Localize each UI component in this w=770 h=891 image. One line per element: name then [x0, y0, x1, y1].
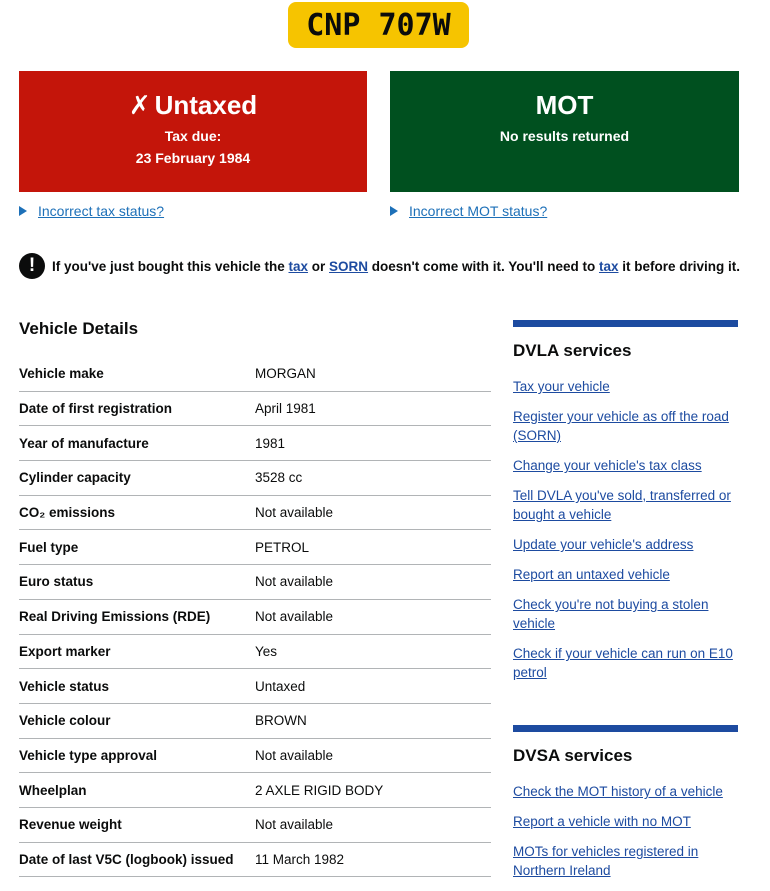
incorrect-tax-status-link[interactable]: Incorrect tax status?: [38, 203, 165, 219]
row-key: Fuel type: [19, 539, 79, 555]
tax-status-title: [19, 90, 367, 120]
warning-text-part: or: [308, 258, 330, 274]
table-row: [19, 461, 491, 496]
dvla-services-links: [513, 377, 738, 682]
cross-icon: ✗: [128, 90, 151, 120]
row-key: Real Driving Emissions (RDE): [19, 609, 211, 625]
dvsa-services-panel: [513, 725, 738, 891]
table-row: [19, 704, 491, 739]
row-value: Not available: [255, 609, 334, 625]
mot-status-title: MOT: [535, 90, 594, 120]
table-row: [19, 565, 491, 600]
exclamation-icon: !: [19, 253, 45, 279]
dvla-service-link[interactable]: Report an untaxed vehicle: [513, 567, 670, 582]
dvla-service-link[interactable]: Tell DVLA you've sold, transferred or bought a vehicle: [513, 488, 731, 522]
row-value: 3528 cc: [255, 470, 303, 486]
row-value: Untaxed: [255, 678, 306, 694]
row-value: Yes: [255, 643, 278, 659]
row-key: Vehicle colour: [19, 713, 111, 729]
vehicle-details-table: [19, 357, 491, 877]
row-key: Date of last V5C (logbook) issued: [19, 851, 234, 867]
row-value: Not available: [255, 505, 334, 521]
tax-due-label: Tax due:: [164, 128, 222, 144]
dvla-service-link[interactable]: Check you're not buying a stolen vehicle: [513, 597, 709, 631]
row-key: CO₂ emissions: [19, 505, 116, 521]
incorrect-mot-status-toggle[interactable]: [390, 203, 547, 219]
row-value: 11 March 1982: [255, 851, 345, 867]
table-row: [19, 357, 491, 392]
row-key: Revenue weight: [19, 817, 122, 833]
triangle-right-icon: [390, 206, 398, 216]
warning-text: [52, 259, 740, 274]
dvla-service-link[interactable]: Update your vehicle's address: [513, 537, 694, 552]
row-value: 2 AXLE RIGID BODY: [255, 782, 384, 798]
table-row: [19, 392, 491, 427]
row-key: Cylinder capacity: [19, 470, 131, 486]
number-plate: CNP 707W: [288, 2, 469, 48]
warning-text-part: doesn't come with it. You'll need to: [368, 258, 599, 274]
dvsa-services-heading: DVSA services: [513, 746, 633, 765]
tax-status-panel: [19, 71, 367, 192]
table-row: [19, 530, 491, 565]
dvsa-service-link[interactable]: Check the MOT history of a vehicle: [513, 784, 723, 799]
row-value: April 1981: [255, 401, 316, 417]
table-row: [19, 669, 491, 704]
row-value: MORGAN: [255, 366, 316, 382]
row-key: Euro status: [19, 574, 94, 590]
row-value: PETROL: [255, 539, 310, 555]
table-row: [19, 600, 491, 635]
table-row: [19, 773, 491, 808]
row-key: Date of first registration: [19, 401, 173, 417]
incorrect-tax-status-toggle[interactable]: [19, 203, 164, 219]
warning-callout: [19, 252, 759, 280]
tax-status-text: Untaxed: [154, 90, 258, 120]
row-value: 1981: [255, 435, 286, 451]
warning-text-part: If you've just bought this vehicle the: [52, 258, 289, 274]
table-row: [19, 426, 491, 461]
row-key: Vehicle type approval: [19, 747, 158, 763]
sorn-link[interactable]: SORN: [329, 258, 369, 274]
dvla-services-heading: DVLA services: [513, 341, 632, 360]
tax-link-2[interactable]: tax: [598, 258, 619, 274]
dvsa-services-links: [513, 782, 738, 880]
mot-status-panel: [390, 71, 739, 192]
row-key: Export marker: [19, 643, 111, 659]
dvla-service-link[interactable]: Change your vehicle's tax class: [513, 458, 702, 473]
dvla-services-panel: [513, 320, 738, 693]
vehicle-details-heading: Vehicle Details: [19, 319, 139, 338]
table-row: [19, 496, 491, 531]
dvla-service-link[interactable]: Register your vehicle as off the road (SORN): [513, 409, 729, 443]
dvsa-service-link[interactable]: Report a vehicle with no MOT: [513, 814, 691, 829]
triangle-right-icon: [19, 206, 27, 216]
tax-due-date: 23 February 1984: [135, 150, 251, 166]
tax-link[interactable]: tax: [288, 258, 309, 274]
row-value: Not available: [255, 747, 334, 763]
table-row: [19, 843, 491, 878]
table-row: [19, 635, 491, 670]
incorrect-mot-status-link[interactable]: Incorrect MOT status?: [409, 203, 548, 219]
row-value: Not available: [255, 817, 334, 833]
mot-status-text: No results returned: [499, 128, 630, 144]
dvsa-service-link[interactable]: MOTs for vehicles registered in Northern Ireland: [513, 844, 699, 878]
dvla-service-link[interactable]: Tax your vehicle: [513, 379, 610, 394]
warning-text-part: it before driving it.: [618, 258, 741, 274]
table-row: [19, 739, 491, 774]
row-key: Wheelplan: [19, 782, 87, 798]
row-key: Vehicle make: [19, 366, 104, 382]
row-value: Not available: [255, 574, 334, 590]
table-row: [19, 808, 491, 843]
row-value: BROWN: [255, 713, 307, 729]
row-key: Year of manufacture: [19, 435, 149, 451]
row-key: Vehicle status: [19, 678, 110, 694]
dvla-service-link[interactable]: Check if your vehicle can run on E10 petrol: [513, 646, 733, 680]
